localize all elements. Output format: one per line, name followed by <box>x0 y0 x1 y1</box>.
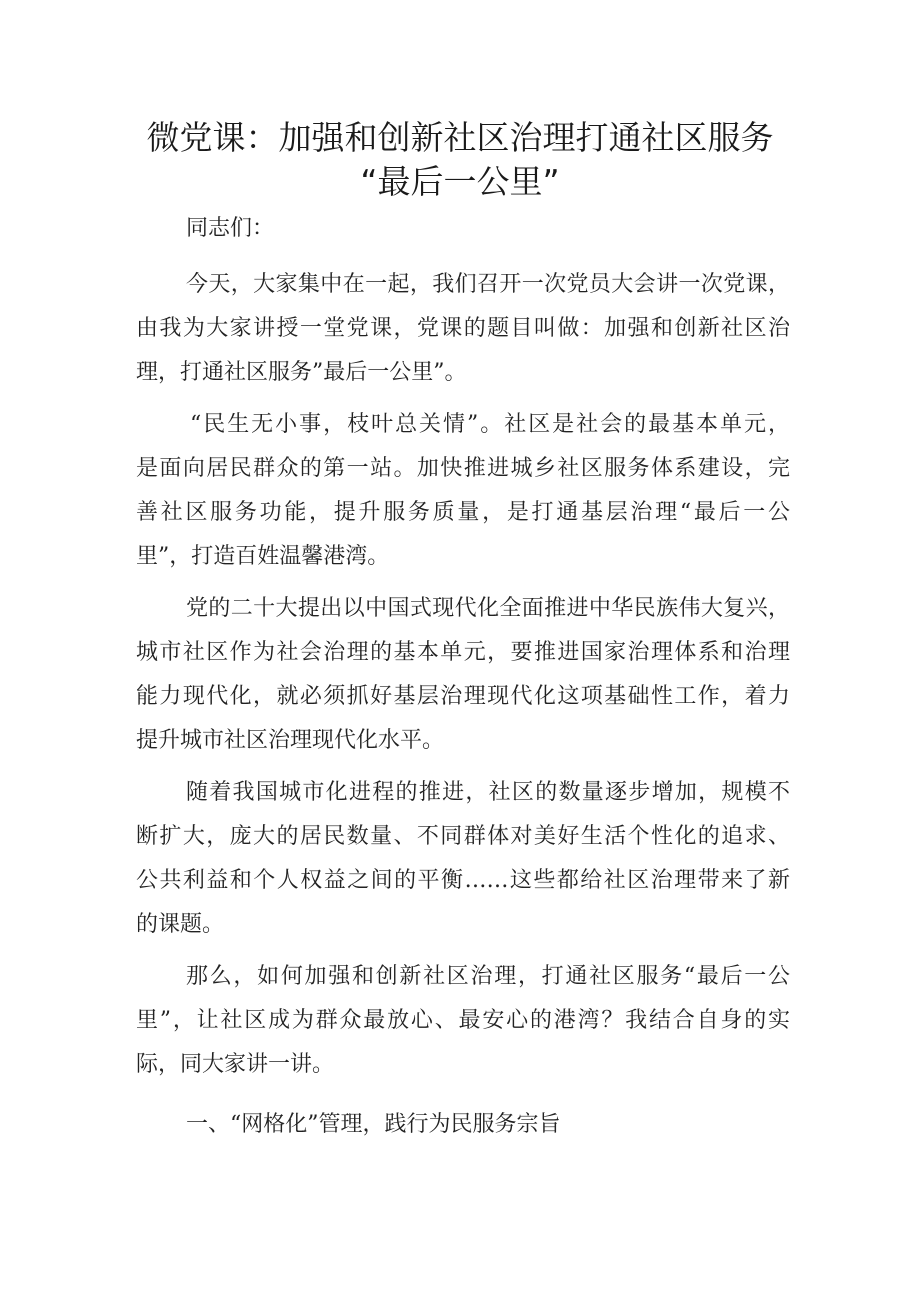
paragraph-3-line-4: 提升城市社区治理现代化水平。 <box>136 728 445 753</box>
paragraph-5-line-2: 里”，让社区成为群众最放心、最安心的港湾？我结合自身的实 <box>136 1008 790 1033</box>
paragraph-4-line-1: 随着我国城市化进程的推进，社区的数量逐步增加，规模不 <box>186 780 790 805</box>
paragraph-1-line-3: 理，打通社区服务”最后一公里”。 <box>136 360 467 385</box>
paragraph-1-line-1: 今天，大家集中在一起，我们召开一次党员大会讲一次党课， <box>186 272 790 297</box>
document-title-line1: 微党课：加强和创新社区治理打通社区服务 <box>146 118 774 157</box>
paragraph-1-line-2: 由我为大家讲授一堂党课，党课的题目叫做：加强和创新社区治 <box>136 316 790 341</box>
paragraph-4-line-4: 的课题。 <box>136 912 225 937</box>
paragraph-3-line-3: 能力现代化，就必须抓好基层治理现代化这项基础性工作，着力 <box>136 684 790 709</box>
paragraph-2-line-3: 善社区服务功能，提升服务质量，是打通基层治理“最后一公 <box>136 500 790 525</box>
paragraph-2-line-2: 是面向居民群众的第一站。加快推进城乡社区服务体系建设，完 <box>136 456 790 481</box>
paragraph-2-line-1: “民生无小事，枝叶总关情”。社区是社会的最基本单元， <box>190 412 790 437</box>
paragraph-5-line-3: 际，同大家讲一讲。 <box>136 1052 335 1077</box>
paragraph-5-line-1: 那么，如何加强和创新社区治理，打通社区服务“最后一公 <box>186 964 790 989</box>
paragraph-4-line-2: 断扩大，庞大的居民数量、不同群体对美好生活个性化的追求、 <box>136 824 790 849</box>
paragraph-3-line-2: 城市社区作为社会治理的基本单元，要推进国家治理体系和治理 <box>136 640 790 665</box>
section-heading-1: 一、“网格化”管理，践行为民服务宗旨 <box>186 1112 561 1137</box>
paragraph-3-line-1: 党的二十大提出以中国式现代化全面推进中华民族伟大复兴， <box>186 596 790 621</box>
salutation: 同志们： <box>186 216 275 241</box>
paragraph-2-line-4: 里”，打造百姓温馨港湾。 <box>136 544 390 569</box>
document-title-line2: “最后一公里” <box>360 162 560 201</box>
paragraph-4-line-3: 公共利益和个人权益之间的平衡……这些都给社区治理带来了新 <box>136 868 790 893</box>
